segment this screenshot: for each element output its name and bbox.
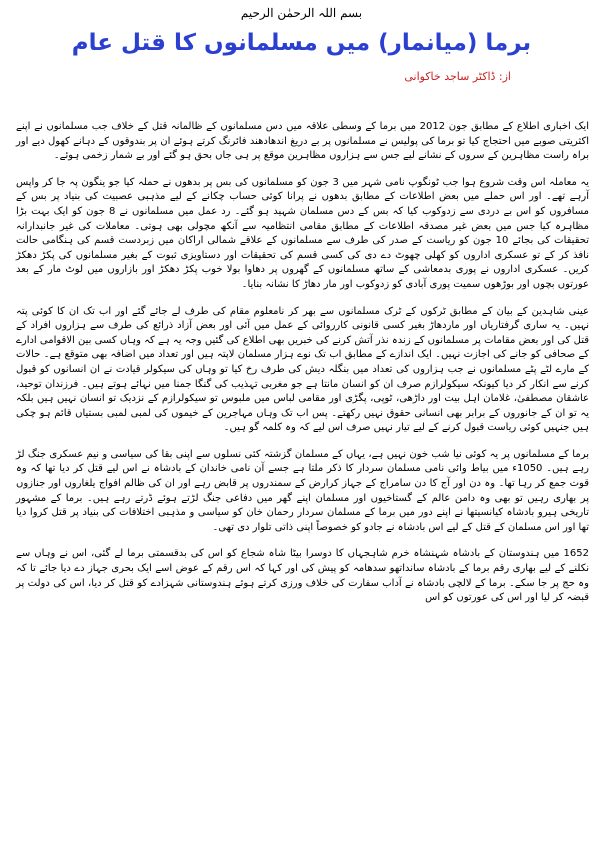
article-body xyxy=(16,120,589,618)
paragraph-3: عینی شاہدین کے بیان کے مطابق ٹرکوں کے ٹرک مسلمانوں سے بھر کر نامعلوم مقام کی طرف لے جائے گئے اور اب تک ان کا کوئی پتہ نہیں۔ یہ ساری گرفتاریاں اور ماردھاڑ بغیر کسی قانونی کارروائی کے عمل میں آئی اور بعض آزاد ذرائع کی طرف سے ہزاروں افراد کے قتل کی اور بعض مقامات پر مسلمانوں کے زندہ نذر آتش کرنے کی خبریں بھی اطلاع کی گئیں وجہ یہ ہے کہ وہاں کسی بین الاقوامی ادارے کے صحافی کو جانے کی اجازت نہیں۔ ایک اندازے کے مطابق اب تک نوے ہزار مسلمان لاپتہ ہیں اور تعداد میں اضافہ بھی متوقع ہے۔ حالات کے مارے لٹے پٹے مسلمانوں نے جب ہزاروں کی تعداد میں بنگلہ دیش کی طرف رخ کیا تو وہاں کی سیکولر قیادت نے ان انسانوں کو قبول کرنے سے انکار کر دیا کیونکہ سیکولرازم صرف ان کو انسان مانتا ہے جو مغربی تہذیب کی گنگا جمنا میں نہائے ہوتے ہیں۔ فرزندان توحید، عاشقان مصطفیٰ، غلامان اہل بیت اور داڑھی، ٹوپی، پگڑی اور مقامی لباس میں ملبوس تو سیکولرازم کے نزدیک تو انسان نہیں ہیں بلکہ یہ تو ان کے جانوروں کے برابر بھی انسانی حقوق نہیں رکھتے۔ پس اب تک وہاں مہاجرین کے خیموں کی لمبی لمبی بستیاں قائم ہو چکی ہیں جنہیں کوئی ریاست قبول کرنے کے لیے تیار نہیں صرف اس لیے کہ وہ کلمہ گو ہیں۔ xyxy=(16,305,589,434)
author-byline: از: ڈاکٹر ساجد خاکوانی xyxy=(404,70,511,83)
paragraph-2: یہ معاملہ اس وقت شروع ہوا جب ٹونگوپ نامی شہر میں 3 جون کو مسلمانوں کی بس پر بدھوں نے حملہ کیا جو ینگون پہ جا کر واپس آرہے تھے۔ اور اس حملے میں بعض اطلاعات کے مطابق بدھوں نے پرانا کوئی حساب چکانے کے لیے مذہبی عصبیت کی بنیاد پر بس کے مسافروں کو اس بے دردی سے زدوکوب کیا کہ بس کے دس مسلمان شہید ہو گئے۔ رد عمل میں مسلمانوں نے 8 جون کو ایک بہت بڑا مظاہرہ کیا جس میں بعض غیر مصدقہ اطلاعات کے مطابق مقامی انتظامیہ سے آنکھ مچولی بھی ہوتی۔ معاملات کی غیر جانبدارانہ تحقیقات کی بجائے 10 جون کو ریاست کے صدر کی طرف سے مسلمانوں کے علاقے شمالی اراکان میں زبردست قسم کی ہنگامی حالت نافذ کر کے تو عسکری اداروں کو کھلی چھوٹ دے دی کی کسی قسم کی تحقیقات اور دستاویزی ثبوت کے بغیر مسلمانوں کی پکڑ دھکڑ کریں۔ عسکری اداروں نے پوری بدمعاشی کے ساتھ مسلمانوں کے گھروں پر دھاوا بولا خوب پکڑ دھکڑ اور بازاروں میں لوٹ مار کے بعد عورتوں بچوں اور بوڑھوں سمیت پوری آبادی کو زدوکوب اور مار دھاڑ کا نشانہ بنایا۔ xyxy=(16,176,590,290)
bismillah-heading: بسم اللہ الرحمٰن الرحیم xyxy=(240,6,363,20)
paragraph-5: 1652 میں ہندوستان کے بادشاہ شہنشاہ خرم شاہجہاں کا دوسرا بیٹا شاہ شجاع کو اس کی بدقسمتی برما لے گئی، اس نے وہاں سے نکلنے کے لیے بھاری رقم برما کے بادشاہ سانداتھو سدھامہ کو پیش کی اور کہا کہ اس رقم کے عوض اسے ایک بحری جہاز دے دیا جائے تا کہ وہ حج پر جا سکے۔ برما کے لالچی بادشاہ نے آداب سفارت کی خلاف ورزی کرتے ہوئے ہندوستانی شہزادے کو قتل کر دیا، اس کی دولت پر قبضہ کر لیا اور اس کی عورتوں کو اس xyxy=(16,548,589,604)
paragraph-4: برما کے مسلمانوں پر یہ کوئی نیا شب خون نہیں ہے، یہاں کے مسلمان گزشتہ کئی نسلوں سے اپنی بقا کی سیاسی و نیم عسکری جنگ لڑ رہے ہیں۔ 1050ء میں بیاط وائی نامی مسلمان سردار کا ذکر ملتا ہے جسے آن نامی خاندان کے بادشاہ نے اس لیے قتل کر دیا تھا کہ وہ قوت جمع کر رہا تھا۔ وہ دن اور آج کا دن سامراج کے جہاز کرارض کے سمندروں پر قابض رہے اور ان کی ظالم افواج یلغاروں اور جنازوں پر بھاری رہیں تو بھی وہ دامن عالم کے گستاخیوں اور مسلمان اپنے گھر میں دفاعی جنگ لڑتے ہوئے ڈرتے رہے ہیں۔ برما کے مشہور تاریخی ہیرو بادشاہ کیانسیتھا نے اپنے دور میں برما کے مسلمان سردار رحمان خان کو سیاسی و مذہبی اختلافات کی بنیاد پر قتل کروا دیا تھا اور اس مسلمان کے قتل کے لیے اس بادشاہ نے جادو کو خصوصاً اپنی ذاتی تلوار دی تھی۔ xyxy=(16,448,589,533)
paragraph-1: ایک اخباری اطلاع کے مطابق جون 2012 میں برما کے وسطی علاقہ میں دس مسلمانوں کے ظالمانہ قتل کے خلاف جب مسلمانوں نے اپنے اکثریتی صوبے میں احتجاج کیا تو برما کی پولیس نے مسلمانوں پر بے دریغ اندھادھند فائرنگ کرتے ہوئے ان پر بندوقوں کے دہانے کھول دیے اور براہ راست مظاہرین کے سروں کے نشانے لیے جس سے ہزاروں مظاہرین موقع پر ہی جاں بحق ہو گئے اور بے شمار زخمی ہوئے۔ xyxy=(16,121,589,162)
article-title: برما (میانمار) میں مسلمانوں کا قتل عام xyxy=(71,30,532,56)
